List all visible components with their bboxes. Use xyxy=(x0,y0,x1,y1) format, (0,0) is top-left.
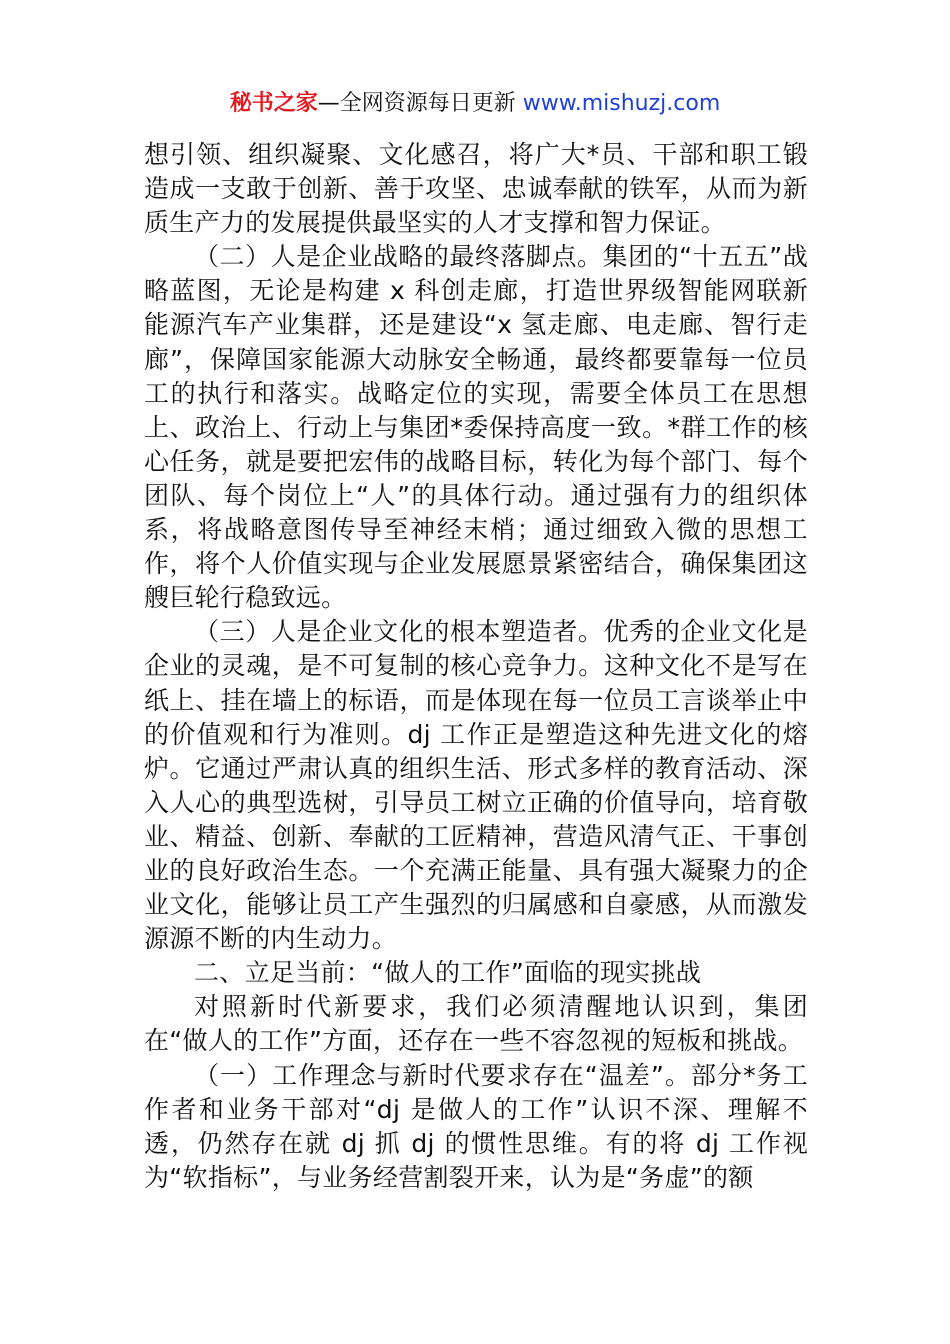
paragraph-section-3: （三）人是企业文化的根本塑造者。优秀的企业文化是企业的灵魂，是不可复制的核心竞争力。这种文化不是写在纸上、挂在墙上的标语，而是体现在每一位员工言谈举止中的价值观和行为准则。dj 工作正是塑造这种先进文化的熔炉。它通过严肃认真的组织生活、形式多样的教育活动、深入人心的典型选树，引导员工树立正确的价值导向，培育敬业、精益、创新、奉献的工匠精神，营造风清气正、干事创业的良好政治生态。一个充满正能量、具有强大凝聚力的企业文化，能够让员工产生强烈的归属感和自豪感，从而激发源源不断的内生动力。 xyxy=(144,617,808,954)
paragraph-intro: 对照新时代新要求，我们必须清醒地认识到，集团在“做人的工作”方面，还存在一些不容忽视的短板和挑战。 xyxy=(144,992,808,1056)
site-slogan: —全网资源每日更新 xyxy=(317,91,516,116)
document-body xyxy=(144,138,808,1195)
site-brand: 秘书之家 xyxy=(229,91,318,116)
paragraph-challenge-1: （一）工作理念与新时代要求存在“温差”。部分*务工作者和业务干部对“dj 是做人的工作”认识不深、理解不透，仍然存在就 dj 抓 dj 的惯性思维。有的将 dj 工作视为“软指标”，与业务经营割裂开来，认为是“务虚”的额 xyxy=(144,1060,808,1192)
site-url[interactable]: www.mishuzj.com xyxy=(522,91,721,116)
paragraph-continuation: 想引领、组织凝聚、文化感召，将广大*员、干部和职工锻造成一支敢于创新、善于攻坚、忠诚奉献的铁军，从而为新质生产力的发展提供最坚实的人才支撑和智力保证。 xyxy=(144,140,808,238)
paragraph-section-2: （二）人是企业战略的最终落脚点。集团的“十五五”战略蓝图，无论是构建 x 科创走廊，打造世界级智能网联新能源汽车产业集群，还是建设“x 氢走廊、电走廊、智行走廊”，保障国家能源大动脉安全畅通，最终都要靠每一位员工的执行和落实。战略定位的实现，需要全体员工在思想上、政治上、行动上与集团*委保持高度一致。*群工作的核心任务，就是要把宏伟的战略目标，转化为每个部门、每个团队、每个岗位上“人”的具体行动。通过强有力的组织体系，将战略意图传导至神经末梢；通过细致入微的思想工作，将个人价值实现与企业发展愿景紧密结合，确保集团这艘巨轮行稳致远。 xyxy=(144,242,808,613)
section-heading: 二、立足当前：“做人的工作”面临的现实挑战 xyxy=(194,958,702,988)
page-header xyxy=(0,88,950,120)
